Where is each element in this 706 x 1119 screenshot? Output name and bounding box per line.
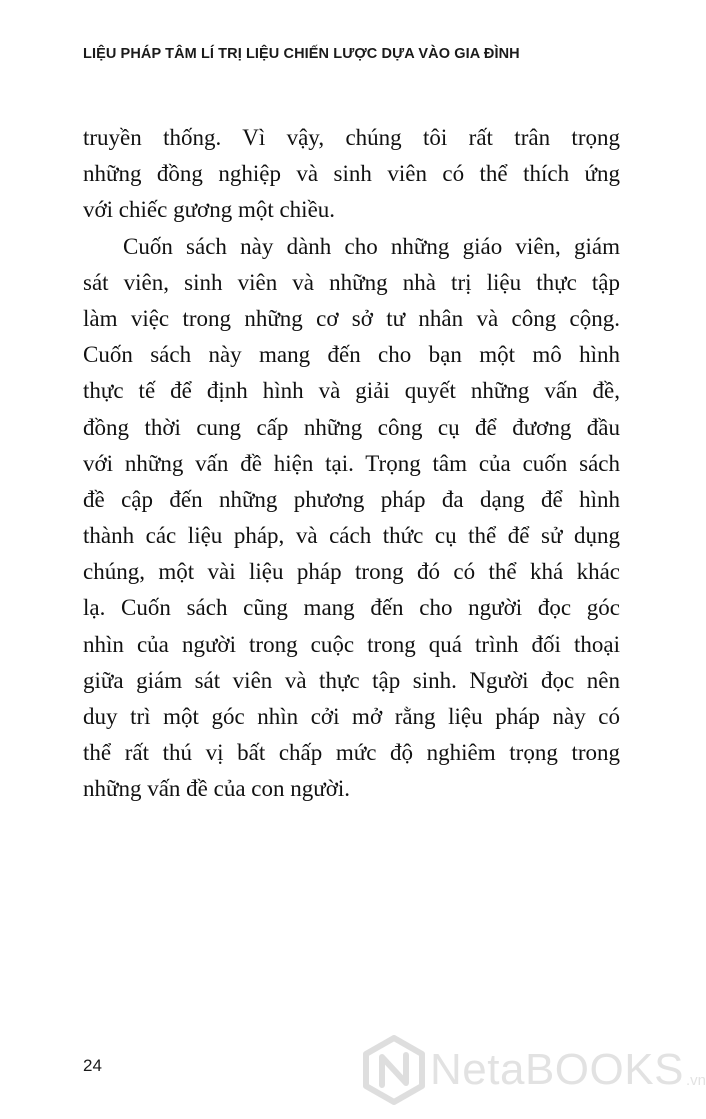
text-line: sát viên, sinh viên và những nhà trị liệu thực tập (83, 269, 620, 295)
text-line: Cuốn sách này mang đến cho bạn một mô hình (83, 342, 620, 368)
text-line: làm việc trong những cơ sở tư nhân và công cộng. (83, 305, 620, 331)
text-line: thực tế để định hình và giải quyết những vấn đề, (83, 378, 620, 404)
text-line: với những vấn đề hiện tại. Trọng tâm của cuốn sách (83, 450, 620, 476)
body-text (83, 120, 620, 808)
netabooks-logo-icon (362, 1035, 426, 1105)
text-line: lạ. Cuốn sách cũng mang đến cho người đọc góc (83, 595, 620, 621)
text-line: đồng thời cung cấp những công cụ để đương đầu (83, 414, 620, 440)
watermark-suffix: .vn (685, 1071, 706, 1089)
paragraph-2 (83, 229, 620, 808)
text-line: đề cập đến những phương pháp đa dạng để hình (83, 486, 620, 512)
running-header: LIỆU PHÁP TÂM LÍ TRỊ LIỆU CHIẾN LƯỢC DỰA VÀO GIA ĐÌNH (83, 46, 520, 62)
text-line: với chiếc gương một chiều. (83, 197, 336, 223)
text-line: nhìn của người trong cuộc trong quá trình đối thoại (83, 631, 620, 657)
text-line: truyền thống. Vì vậy, chúng tôi rất trân trọng (83, 125, 620, 150)
page-number: 24 (83, 1056, 102, 1075)
paragraph-1 (83, 120, 620, 229)
text-line: những đồng nghiệp và sinh viên có thể thích ứng (83, 161, 620, 187)
text-line: thể rất thú vị bất chấp mức độ nghiêm trọng trong (83, 740, 620, 766)
text-line: giữa giám sát viên và thực tập sinh. Người đọc nên (83, 667, 620, 693)
text-line: Cuốn sách này dành cho những giáo viên, giám (123, 233, 620, 259)
text-line: thành các liệu pháp, và cách thức cụ thể để sử dụng (83, 523, 620, 549)
text-line: những vấn đề của con người. (83, 776, 351, 802)
text-line: duy trì một góc nhìn cởi mở rằng liệu pháp này có (83, 704, 620, 729)
watermark-brand: NetaBOOKS (430, 1045, 684, 1094)
watermark (362, 1034, 706, 1106)
text-line: chúng, một vài liệu pháp trong đó có thể khá khác (83, 559, 620, 585)
